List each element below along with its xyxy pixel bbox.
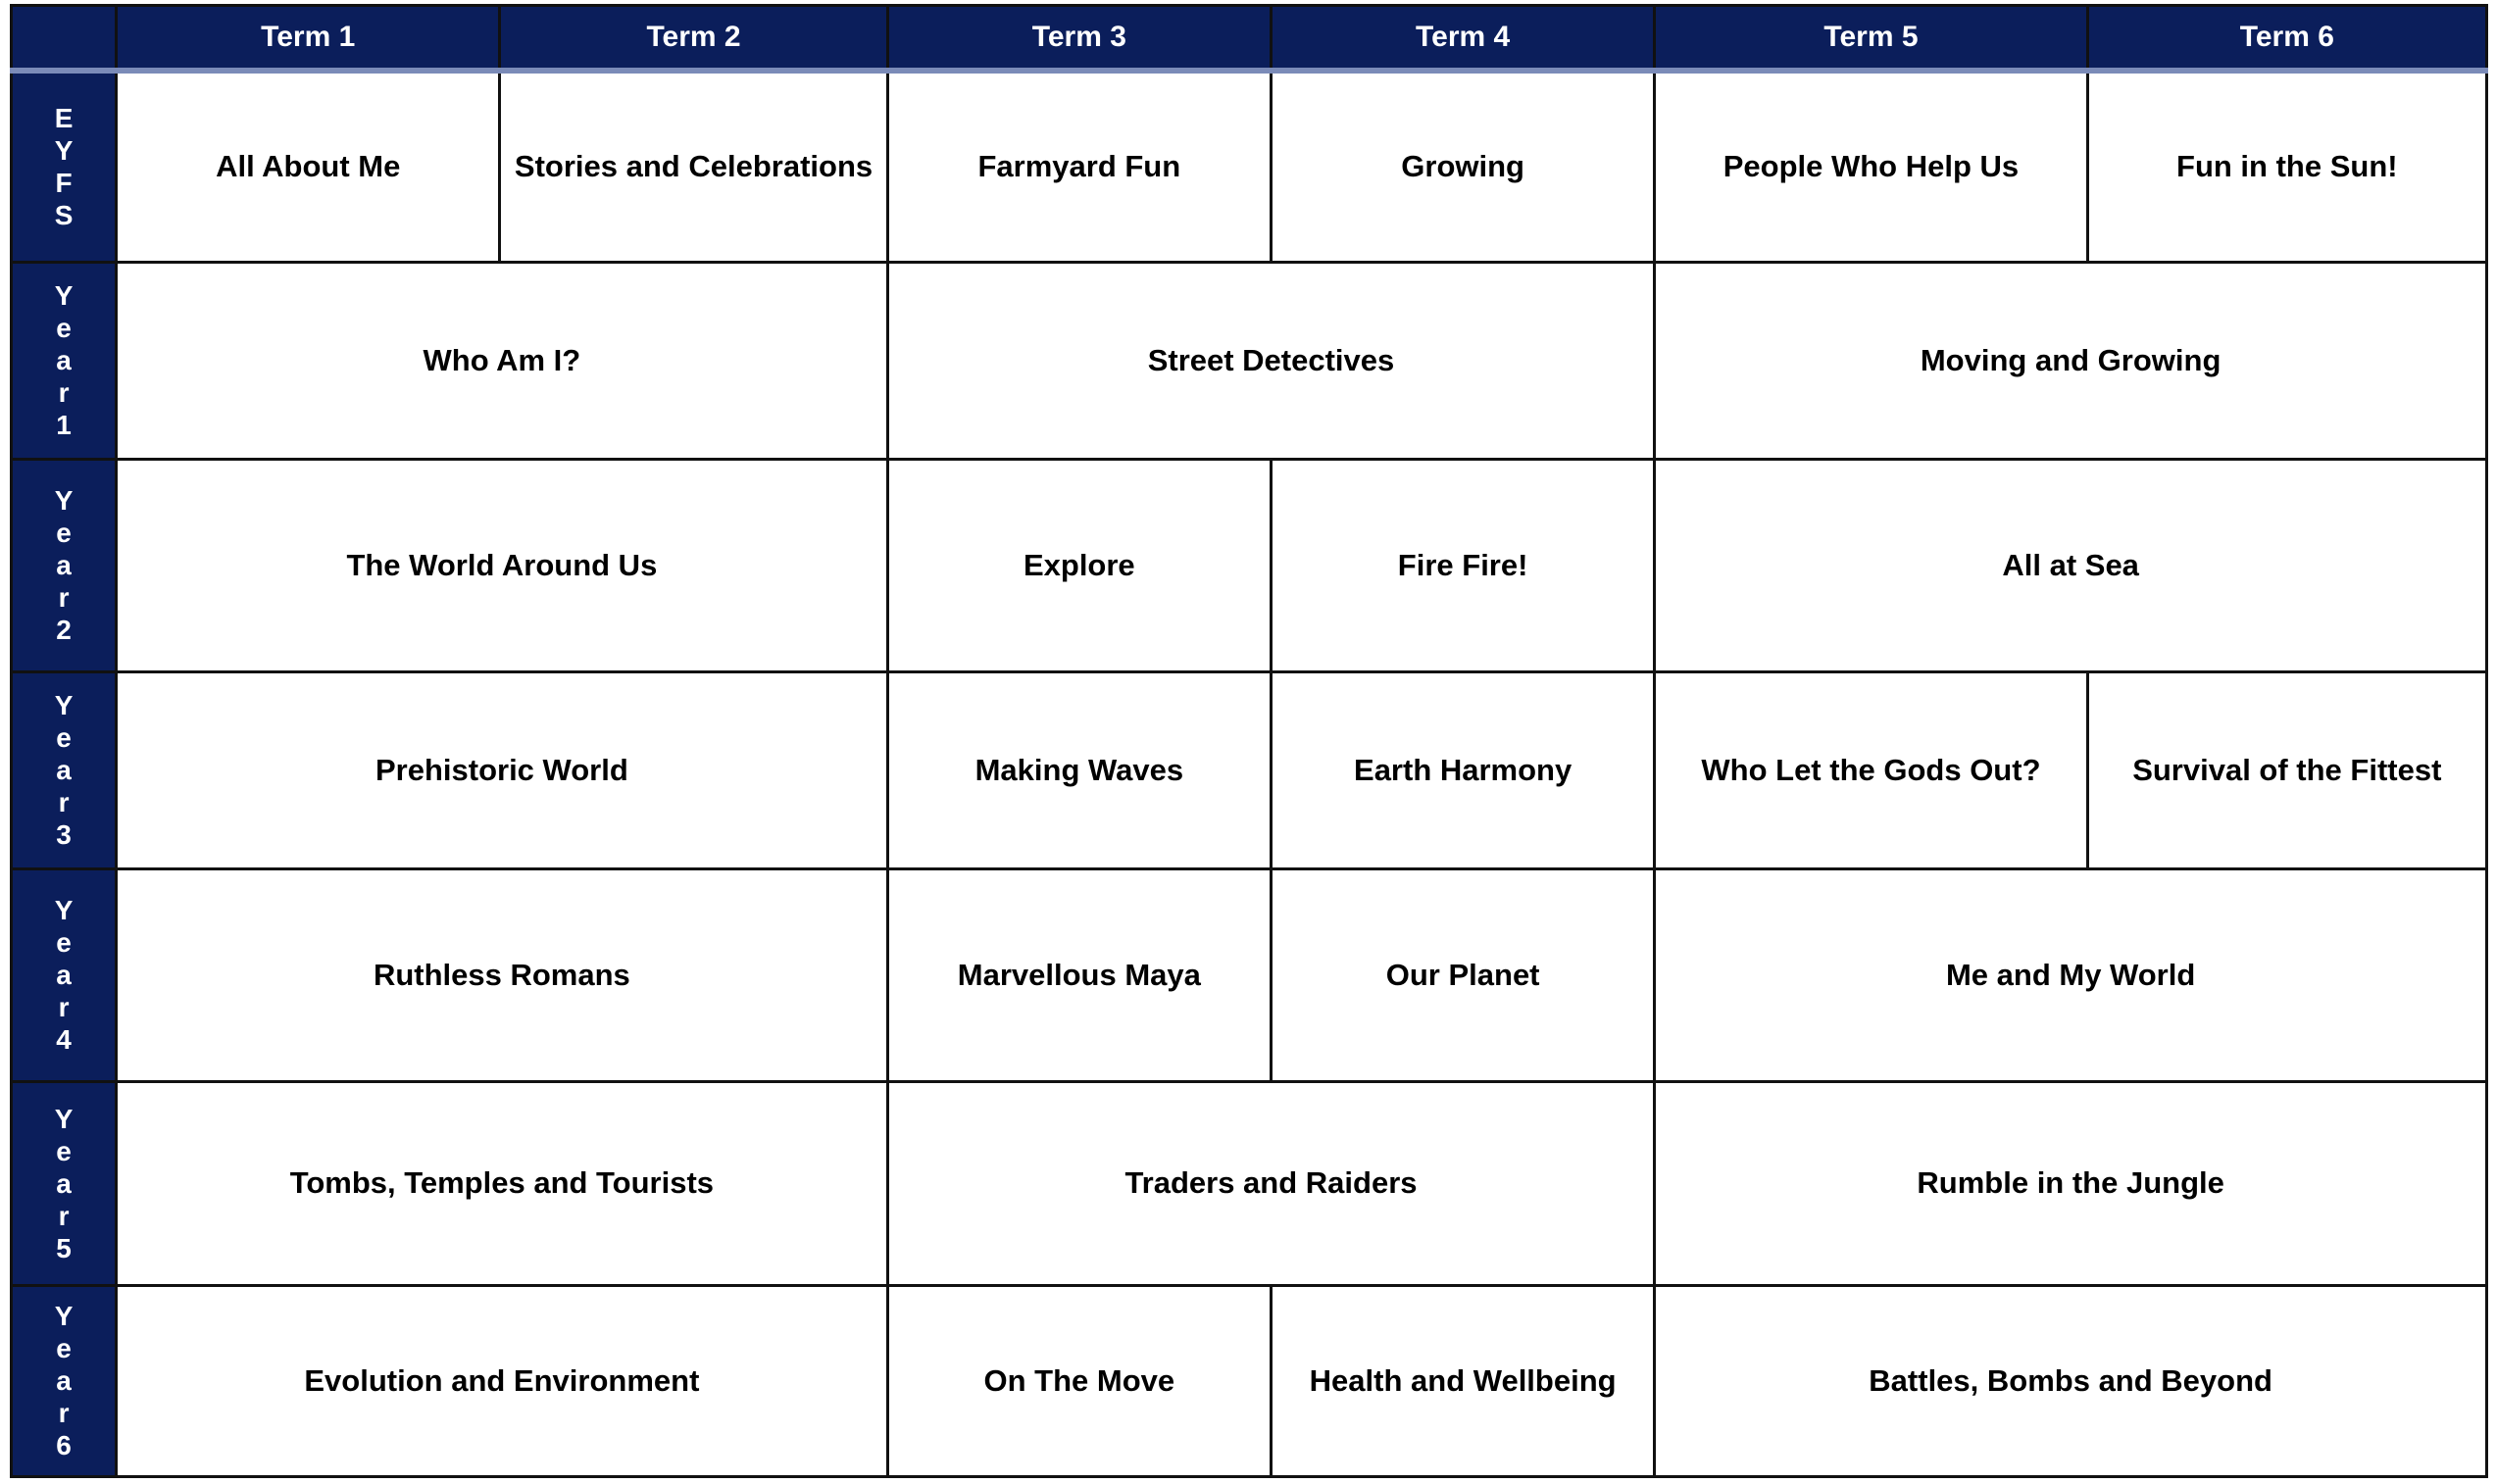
eyfs-term-5-topic: People Who Help Us <box>1655 71 2087 262</box>
term-6-header: Term 6 <box>2087 6 2486 72</box>
year-6-autumn-topic: Evolution and Environment <box>117 1285 888 1476</box>
year-4-term-3-topic: Marvellous Maya <box>887 868 1271 1081</box>
year-3-term-3-topic: Making Waves <box>887 671 1271 868</box>
year-5-autumn-topic: Tombs, Temples and Tourists <box>117 1081 888 1285</box>
year-6-row <box>12 1285 2487 1476</box>
year-3-term-5-topic: Who Let the Gods Out? <box>1655 671 2087 868</box>
year-4-label: Y e a r 4 <box>12 868 117 1081</box>
year-1-summer-topic: Moving and Growing <box>1655 262 2487 459</box>
year-2-autumn-topic: The World Around Us <box>117 459 888 671</box>
eyfs-term-2-topic: Stories and Celebrations <box>500 71 887 262</box>
curriculum-table <box>10 4 2488 1478</box>
term-5-header: Term 5 <box>1655 6 2087 72</box>
year-2-summer-topic: All at Sea <box>1655 459 2487 671</box>
eyfs-term-6-topic: Fun in the Sun! <box>2087 71 2486 262</box>
eyfs-term-3-topic: Farmyard Fun <box>887 71 1271 262</box>
year-6-label: Y e a r 6 <box>12 1285 117 1476</box>
term-3-header: Term 3 <box>887 6 1271 72</box>
eyfs-term-1-topic: All About Me <box>117 71 500 262</box>
year-3-term-6-topic: Survival of the Fittest <box>2087 671 2486 868</box>
term-header-row <box>12 6 2487 72</box>
year-1-row <box>12 262 2487 459</box>
year-1-label: Y e a r 1 <box>12 262 117 459</box>
year-6-summer-topic: Battles, Bombs and Beyond <box>1655 1285 2487 1476</box>
year-1-autumn-topic: Who Am I? <box>117 262 888 459</box>
eyfs-row <box>12 71 2487 262</box>
year-1-spring-topic: Street Detectives <box>887 262 1655 459</box>
corner-cell <box>12 6 117 72</box>
year-3-label: Y e a r 3 <box>12 671 117 868</box>
year-2-row <box>12 459 2487 671</box>
year-4-term-4-topic: Our Planet <box>1271 868 1654 1081</box>
year-5-summer-topic: Rumble in the Jungle <box>1655 1081 2487 1285</box>
year-3-term-4-topic: Earth Harmony <box>1271 671 1654 868</box>
year-4-autumn-topic: Ruthless Romans <box>117 868 888 1081</box>
year-6-term-4-topic: Health and Wellbeing <box>1271 1285 1654 1476</box>
year-2-term-3-topic: Explore <box>887 459 1271 671</box>
year-3-autumn-topic: Prehistoric World <box>117 671 888 868</box>
year-5-spring-topic: Traders and Raiders <box>887 1081 1655 1285</box>
eyfs-label: E Y F S <box>12 71 117 262</box>
year-5-label: Y e a r 5 <box>12 1081 117 1285</box>
eyfs-term-4-topic: Growing <box>1271 71 1654 262</box>
term-4-header: Term 4 <box>1271 6 1654 72</box>
term-2-header: Term 2 <box>500 6 887 72</box>
term-1-header: Term 1 <box>117 6 500 72</box>
year-2-label: Y e a r 2 <box>12 459 117 671</box>
year-3-row <box>12 671 2487 868</box>
year-4-summer-topic: Me and My World <box>1655 868 2487 1081</box>
year-4-row <box>12 868 2487 1081</box>
year-2-term-4-topic: Fire Fire! <box>1271 459 1654 671</box>
year-5-row <box>12 1081 2487 1285</box>
year-6-term-3-topic: On The Move <box>887 1285 1271 1476</box>
